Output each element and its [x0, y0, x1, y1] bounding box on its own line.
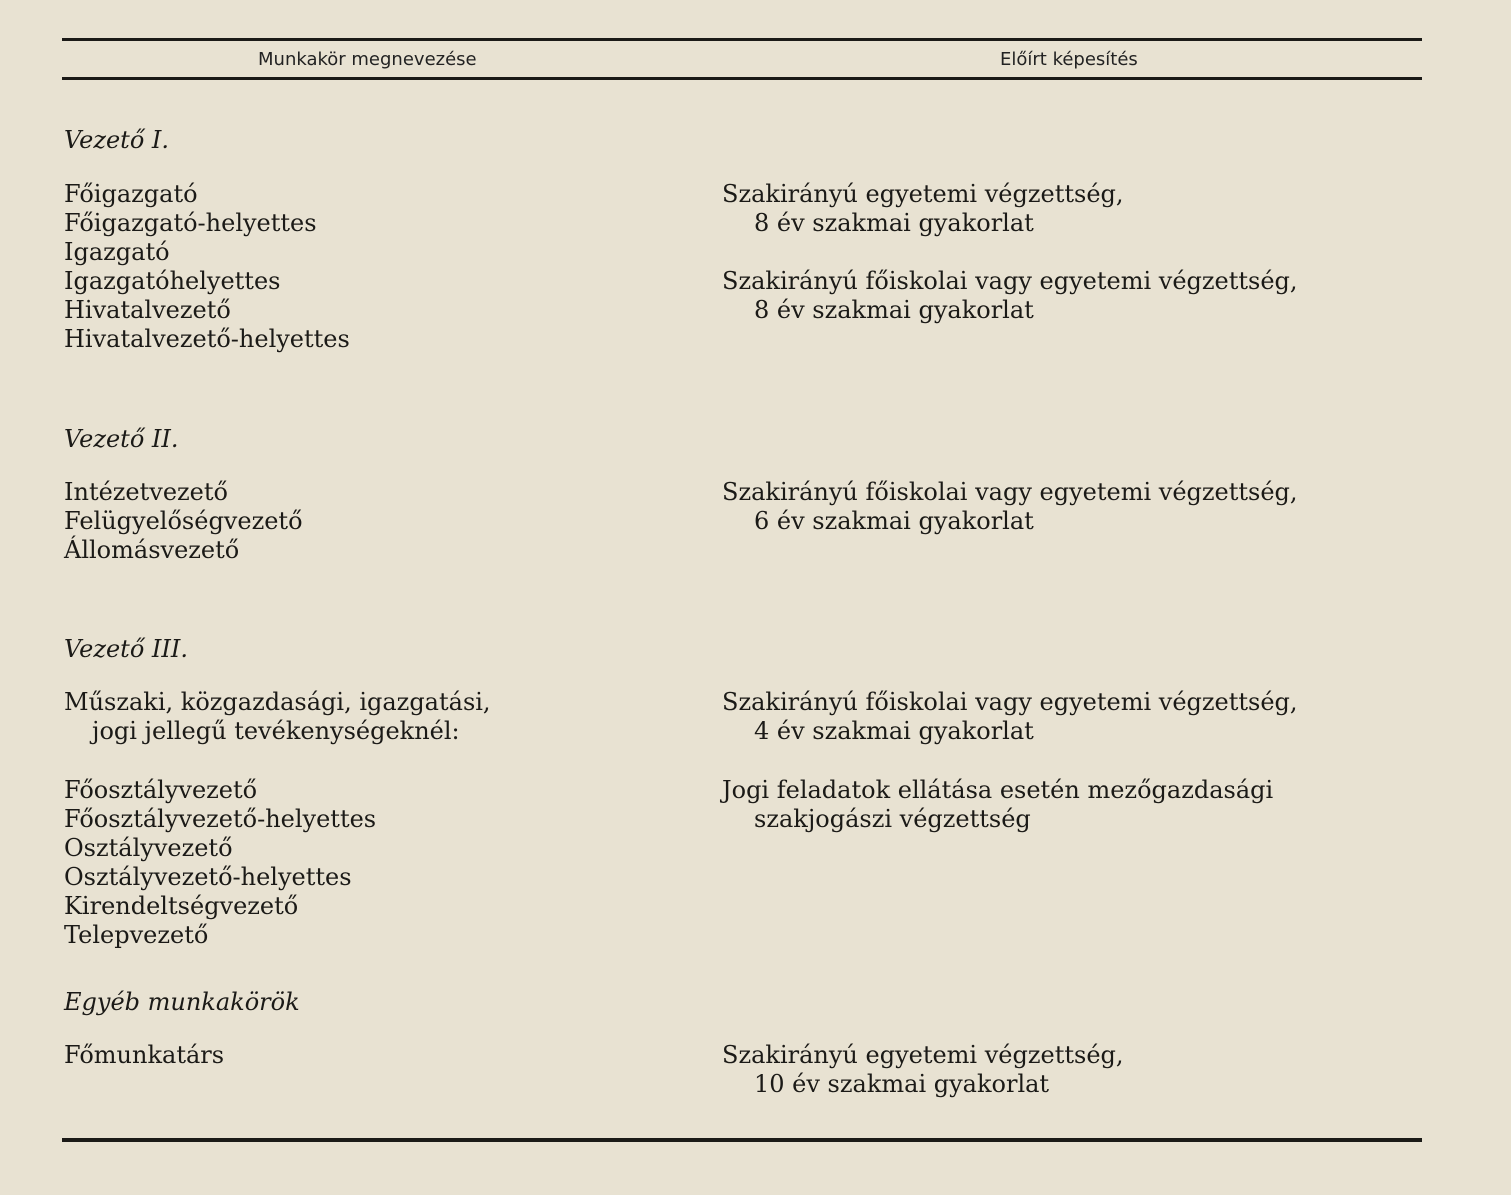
- position-item: Osztályvezető: [64, 834, 233, 862]
- qualification-line: 4 év szakmai gyakorlat: [754, 717, 1034, 745]
- header-qualification-column: Előírt képesítés: [1000, 49, 1138, 70]
- position-item: Telepvezető: [64, 921, 209, 949]
- table-bottom-rule: [62, 1138, 1422, 1142]
- position-item: Igazgató: [64, 238, 170, 266]
- qualification-line: Szakirányú egyetemi végzettség,: [722, 1041, 1124, 1069]
- position-item: Igazgatóhelyettes: [64, 267, 281, 295]
- header-position-column: Munkakör megnevezése: [258, 49, 477, 70]
- qualification-line: Szakirányú egyetemi végzettség,: [722, 180, 1124, 208]
- position-item: Kirendeltségvezető: [64, 892, 299, 920]
- position-item: Hivatalvezető: [64, 296, 231, 324]
- qualification-line: 8 év szakmai gyakorlat: [754, 296, 1034, 324]
- header-bottom-rule: [62, 77, 1422, 80]
- activity-line: Műszaki, közgazdasági, igazgatási,: [64, 688, 491, 716]
- qualification-line: Szakirányú főiskolai vagy egyetemi végzettség,: [722, 688, 1298, 716]
- qualification-line: Szakirányú főiskolai vagy egyetemi végzettség,: [722, 478, 1298, 506]
- section-title-vezeto-3: Vezető III.: [64, 635, 188, 663]
- qualification-line: szakjogászi végzettség: [754, 805, 1031, 833]
- qualification-line: 8 év szakmai gyakorlat: [754, 209, 1034, 237]
- position-item: Főosztályvezető: [64, 776, 258, 804]
- qualification-line: 10 év szakmai gyakorlat: [754, 1070, 1050, 1098]
- section-title-vezeto-1: Vezető I.: [64, 126, 170, 154]
- table-top-rule: [62, 38, 1422, 41]
- position-item: Főigazgató: [64, 180, 198, 208]
- section-title-vezeto-2: Vezető II.: [64, 425, 179, 453]
- position-item: Intézetvezető: [64, 478, 228, 506]
- qualification-line: Jogi feladatok ellátása esetén mezőgazdasági: [722, 776, 1274, 804]
- qualification-line: Szakirányú főiskolai vagy egyetemi végzettség,: [722, 267, 1298, 295]
- position-item: Állomásvezető: [64, 536, 240, 564]
- position-item: Főosztályvezető-helyettes: [64, 805, 377, 833]
- position-item: Felügyelőségvezető: [64, 507, 303, 535]
- position-item: Osztályvezető-helyettes: [64, 863, 352, 891]
- position-item: Hivatalvezető-helyettes: [64, 325, 350, 353]
- section-title-egyeb: Egyéb munkakörök: [64, 988, 300, 1016]
- qualification-line: 6 év szakmai gyakorlat: [754, 507, 1034, 535]
- position-item: Főigazgató-helyettes: [64, 209, 317, 237]
- position-item: Főmunkatárs: [64, 1041, 225, 1069]
- activity-line: jogi jellegű tevékenységeknél:: [92, 717, 460, 745]
